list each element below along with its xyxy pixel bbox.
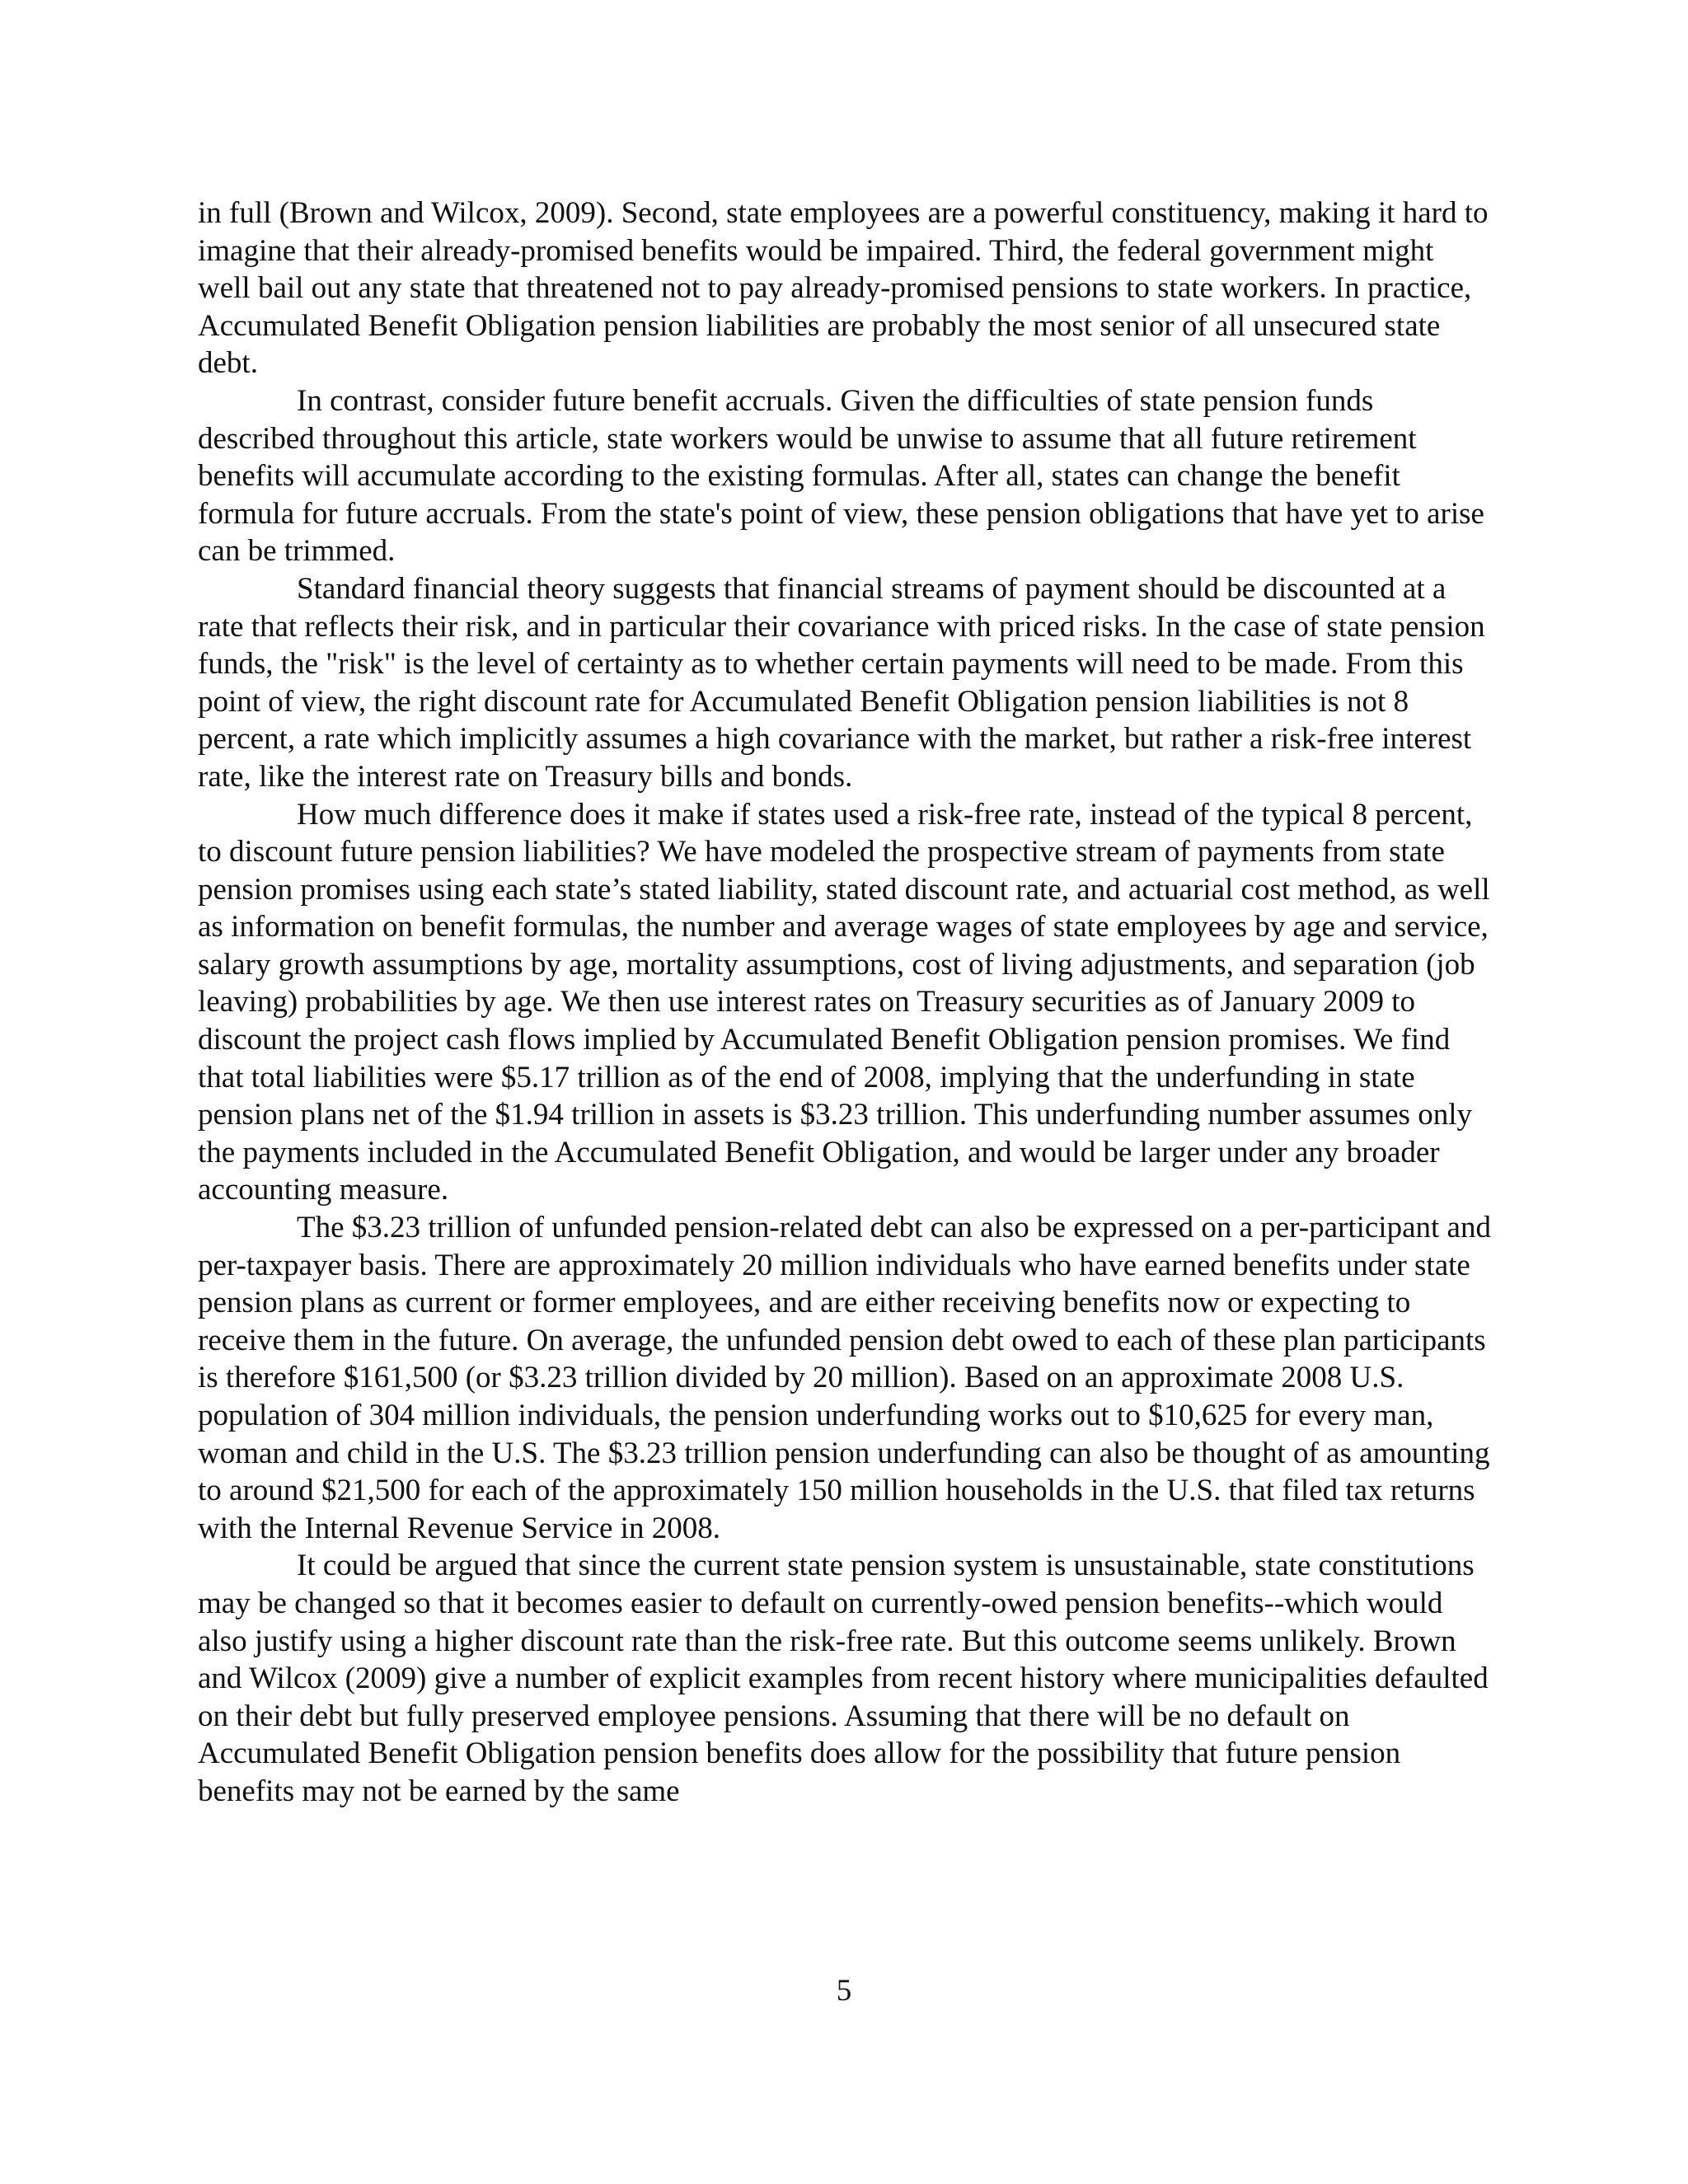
body-text xyxy=(198,194,1492,1811)
paragraph-future-accruals: In contrast, consider future benefit accruals. Given the difficulties of state pension funds described throughout this article, state workers would be unwise to assume that all future retirement benefits will accumulate according to the existing formulas. After all, states can change the benefit formula for future accruals. From the state's point of view, these pension obligations that have yet to arise can be trimmed. xyxy=(198,383,1484,569)
paragraph-discount-theory: Standard financial theory suggests that financial streams of payment should be discounted at a rate that reflects their risk, and in particular their covariance with priced risks. In the case of state pension funds, the "risk" is the level of certainty as to whether certain payments will need to be made. From this point of view, the right discount rate for Accumulated Benefit Obligation pension liabilities is not 8 percent, a rate which implicitly assumes a high covariance with the market, but rather a risk-free interest rate, like the interest rate on Treasury bills and bonds. xyxy=(198,571,1485,794)
paragraph-risk-free-rate: How much difference does it make if states used a risk-free rate, instead of the typical 8 percent, to discount future pension liabilities? We have modeled the prospective stream of payments from state pension promises using each state’s stated liability, stated discount rate, and actuarial cost method, as well as information on benefit formulas, the number and average wages of state employees by age and service, salary growth assumptions by age, mortality assumptions, cost of living adjustments, and separation (job leaving) probabilities by age. We then use interest rates on Treasury securities as of January 2009 to discount the project cash flows implied by Accumulated Benefit Obligation pension promises. We find that total liabilities were $5.17 trillion as of the end of 2008, implying that the underfunding in state pension plans net of the $1.94 trillion in assets is $3.23 trillion. This underfunding number assumes only the payments included in the Accumulated Benefit Obligation, and would be larger under any broader accounting measure. xyxy=(198,797,1490,1207)
paragraph-default-argument: It could be argued that since the current state pension system is unsustainable, state constitutions may be changed so that it becomes easier to default on currently-owed pension benefits--which would also justify using a higher discount rate than the risk-free rate. But this outcome seems unlikely. Brown and Wilcox (2009) give a number of explicit examples from recent history where municipalities defaulted on their debt but fully preserved employee pensions. Assuming that there will be no default on Accumulated Benefit Obligation pension benefits does allow for the possibility that future pension benefits may not be earned by the same xyxy=(198,1549,1489,1808)
page-number: 5 xyxy=(836,1974,852,2008)
paragraph-per-participant: The $3.23 trillion of unfunded pension-related debt can also be expressed on a per-participant and per-taxpayer basis. There are approximately 20 million individuals who have earned benefits under state pension plans as current or former employees, and are either receiving benefits now or expecting to receive them in the future. On average, the unfunded pension debt owed to each of these plan participants is therefore $161,500 (or $3.23 trillion divided by 20 million). Based on an approximate 2008 U.S. population of 304 million individuals, the pension underfunding works out to $10,625 for every man, woman and child in the U.S. The $3.23 trillion pension underfunding can also be thought of as amounting to around $21,500 for each of the approximately 150 million households in the U.S. that filed tax returns with the Internal Revenue Service in 2008. xyxy=(198,1211,1491,1545)
paragraph-continuation: in full (Brown and Wilcox, 2009). Second, state employees are a powerful constituency, making it hard to imagine that their already-promised benefits would be impaired. Third, the federal government might well bail out any state that threatened not to pay already-promised pensions to state workers. In practice, Accumulated Benefit Obligation pension liabilities are probably the most senior of all unsecured state debt. xyxy=(198,196,1489,381)
